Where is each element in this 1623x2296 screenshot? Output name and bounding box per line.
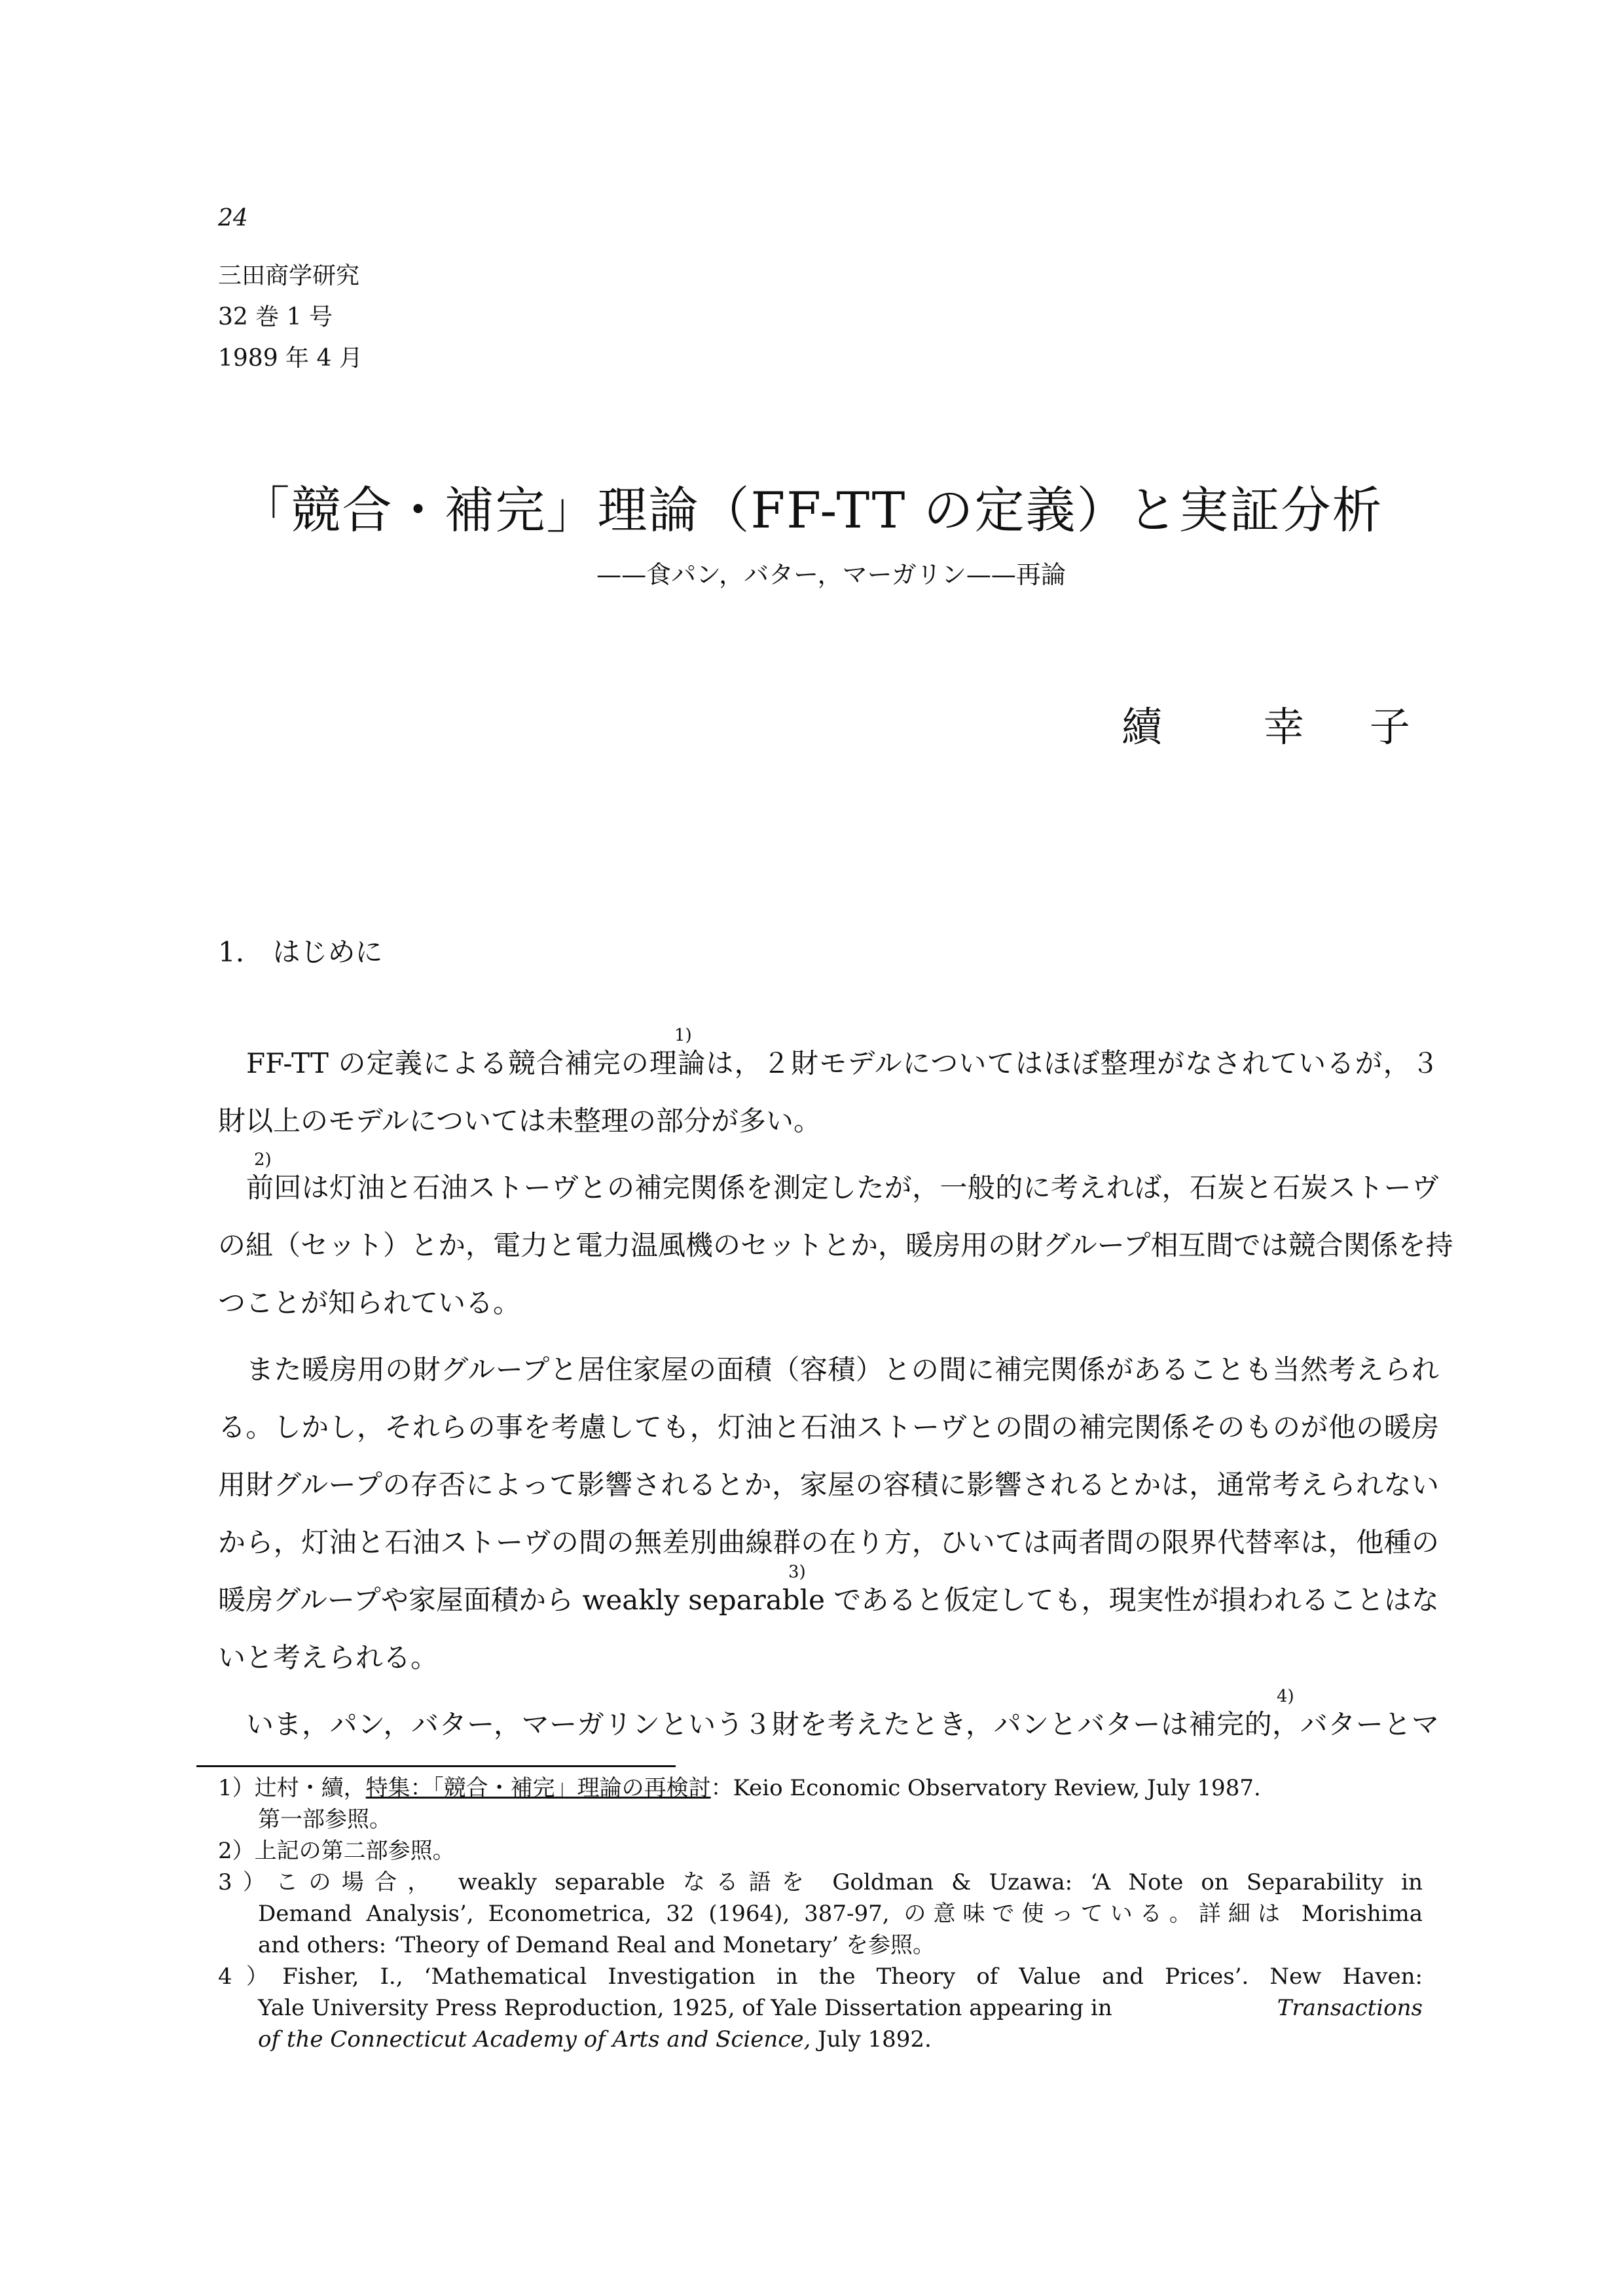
journal-name: 三田商学研究 xyxy=(218,262,360,289)
footnote-4-cont xyxy=(258,1995,1423,2021)
page-number: 24 xyxy=(218,205,248,232)
body-line: 暖房グループや家屋面積から weakly separable であると仮定しても，現実性が損われることはな xyxy=(218,1584,1439,1616)
footnote-divider xyxy=(196,1765,676,1767)
footnote-1-authors: 1）辻村・續， xyxy=(218,1775,366,1801)
section-number: 1. xyxy=(218,936,245,968)
body-line: FF-TT の定義による競合補完の理論は，２財モデルについてはほぼ整理がなされているが，３ xyxy=(246,1047,1439,1079)
footnote-ref-1[interactable]: 1) xyxy=(674,1026,692,1045)
body-line: つことが知られている。 xyxy=(218,1287,521,1319)
paper-title: 「競合・補完」理論（FF-TT の定義）と実証分析 xyxy=(240,481,1383,539)
footnote-1-title: 特集：「競合・補完」理論の再検討 xyxy=(365,1775,711,1801)
footnote-4-publisher: Yale University Press Reproduction, 1925, of Yale Dissertation appearing in xyxy=(258,1995,1112,2021)
body-line: の組（セット）とか，電力と電力温風機のセットとか，暖房用の財グループ相互間では競合関係を持 xyxy=(218,1229,1453,1261)
footnote-ref-4[interactable]: 4) xyxy=(1277,1687,1294,1706)
body-line: 用財グループの存否によって影響されるとか，家屋の容積に影響されるとかは，通常考えられない xyxy=(218,1469,1439,1501)
author-given-name: 幸 子 xyxy=(1264,703,1436,751)
footnote-2: 2）上記の第二部参照。 xyxy=(218,1838,455,1864)
body-line: いと考えられる。 xyxy=(218,1641,439,1674)
footnote-ref-2[interactable]: 2) xyxy=(254,1150,272,1170)
footnote-4-date: July 1892. xyxy=(818,2026,932,2053)
section-title: はじめに xyxy=(272,936,383,968)
section-heading xyxy=(218,936,382,969)
footnote-1-source: ：Keio Economic Observatory Review, July 1987. xyxy=(710,1775,1261,1801)
paper-subtitle: ——食パン，バター，マーガリン——再論 xyxy=(596,560,1066,589)
body-line: 前回は灯油と石油ストーヴとの補完関係を測定したが，一般的に考えれば，石炭と石炭ストーヴ xyxy=(246,1172,1439,1204)
body-line: いま，パン，バター，マーガリンという３財を考えたとき，パンとバターは補完的，バターとマ xyxy=(246,1708,1439,1740)
body-line: また暖房用の財グループと居住家屋の面積（容積）との間に補完関係があることも当然考えられ xyxy=(246,1354,1439,1386)
author-family-name: 續 xyxy=(1122,703,1163,751)
footnote-4: 4）Fisher, I., ‘Mathematical Investigation in the Theory of Value and Prices’. New Haven: xyxy=(218,1964,1423,1990)
body-line: 財以上のモデルについては未整理の部分が多い。 xyxy=(218,1105,822,1137)
footnote-3: 3）この場合， weakly separable なる語を Goldman & Uzawa: ‘A Note on Separability in xyxy=(218,1869,1423,1895)
body-line: る。しかし，それらの事を考慮しても，灯油と石油ストーヴとの間の補完関係そのものが他の暖房 xyxy=(218,1411,1439,1443)
footnote-1 xyxy=(218,1775,1429,1801)
footnote-3-cont2: and others: ‘Theory of Demand Real and Monetary’ を参照。 xyxy=(258,1932,936,1958)
footnote-ref-3[interactable]: 3) xyxy=(788,1562,806,1582)
footnote-4-journal-cont: of the Connecticut Academy of Arts and Science, xyxy=(258,2026,811,2053)
footnote-3-cont: Demand Analysis’, Econometrica, 32 (1964), 387-97, の意味で使っている。詳細は Morishima xyxy=(258,1901,1423,1927)
footnote-1-cont: 第一部参照。 xyxy=(258,1806,392,1833)
footnote-4-journal: Transactions xyxy=(1277,1995,1423,2021)
journal-volume: 32 巻 1 号 xyxy=(218,304,333,331)
footnote-4-cont2 xyxy=(258,2026,1469,2053)
journal-date: 1989 年 4 月 xyxy=(218,345,363,372)
body-line: から，灯油と石油ストーヴの間の無差別曲線群の在り方，ひいては両者間の限界代替率は，他種の xyxy=(218,1526,1439,1558)
